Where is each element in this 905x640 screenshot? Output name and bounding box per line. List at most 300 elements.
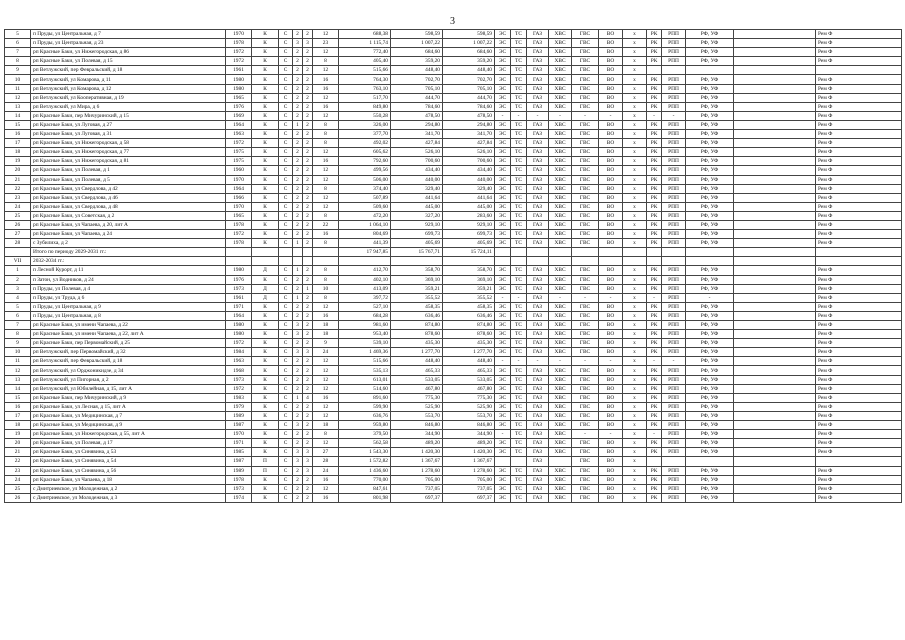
cell-elevator: х [623, 175, 647, 184]
cell-facade-repair [662, 257, 686, 266]
cell-row-number: 23 [5, 193, 31, 202]
cell-year-built: 1987 [226, 457, 252, 466]
cell-floors: 2 [303, 30, 313, 39]
table-row [5, 175, 902, 184]
cell-cold-water: ХВС [549, 166, 572, 175]
cell-drainage: ВО [599, 166, 623, 175]
cell-facade-repair: РПП [662, 211, 686, 220]
cell-floor-type: С [279, 284, 293, 293]
cell-year-built: 1980 [226, 84, 252, 93]
cell-roof-repair: РК [647, 175, 662, 184]
cell-living-area: 784,60 [391, 102, 443, 111]
cell-repair-type [816, 248, 902, 257]
cell-roof-repair: РК [647, 439, 662, 448]
cell-facade-repair: РПП [662, 348, 686, 357]
cell-facade-repair: РПП [662, 284, 686, 293]
cell-floors: 2 [303, 439, 313, 448]
cell-facade-repair: РПП [662, 293, 686, 302]
cell-living-area: 1 367,67 [391, 457, 443, 466]
cell-power-supply: ЭС [495, 311, 511, 320]
cell-heating: ТС [511, 302, 527, 311]
cell-power-supply: ЭС [495, 284, 511, 293]
cell-heating: ТС [511, 430, 527, 439]
cell-address: с Дмитриевское, ул Молодежная, д 2 [31, 484, 226, 493]
cell-gas: ГАЗ [527, 330, 549, 339]
cell-power-supply: ЭС [495, 439, 511, 448]
cell-address: рп Ветлужский, пер Февральский, д 18 [31, 66, 226, 75]
cell-heating: ТС [511, 284, 527, 293]
cell-power-supply: ЭС [495, 75, 511, 84]
cell-residential-area: 445,00 [443, 202, 495, 211]
cell-drainage: - [599, 430, 623, 439]
cell-foundation-repair: РФ, УФ [686, 75, 734, 84]
cell-facade-repair: РПП [662, 139, 686, 148]
cell-facade-repair: РПП [662, 193, 686, 202]
cell-entrances: 2 [293, 211, 303, 220]
cell-gas: ГАЗ [527, 202, 549, 211]
table-row [5, 330, 902, 339]
cell-power-supply: ЭС [495, 166, 511, 175]
cell-foundation-repair: РФ, УФ [686, 266, 734, 275]
cell-living-area: 697,37 [391, 493, 443, 502]
cell-residential-area: 448,40 [443, 357, 495, 366]
cell-total-area: 1 064,10 [339, 220, 391, 229]
cell-residential-area: 533,05 [443, 375, 495, 384]
cell-facade-repair: РПП [662, 393, 686, 402]
cell-power-supply [495, 257, 511, 266]
cell-floors [303, 248, 313, 257]
cell-drainage: ВО [599, 157, 623, 166]
cell-extra-note [734, 230, 816, 239]
table-row [5, 402, 902, 411]
cell-total-area: 849,80 [339, 102, 391, 111]
cell-cold-water [549, 248, 572, 257]
cell-extra-note [734, 66, 816, 75]
cell-hot-water: ГВС [572, 330, 599, 339]
cell-drainage: ВО [599, 330, 623, 339]
cell-elevator: х [623, 184, 647, 193]
table-row [5, 321, 902, 330]
cell-facade-repair: РПП [662, 84, 686, 93]
cell-wall-material: К [252, 439, 279, 448]
cell-facade-repair: РПП [662, 57, 686, 66]
cell-total-area: 981,60 [339, 321, 391, 330]
cell-cold-water: ХВС [549, 239, 572, 248]
cell-entrances: 2 [293, 375, 303, 384]
cell-floors: 3 [303, 466, 313, 475]
cell-year-built: 1960 [226, 166, 252, 175]
cell-foundation-repair: РФ, УФ [686, 39, 734, 48]
cell-row-number: 3 [5, 284, 31, 293]
cell-row-number: 19 [5, 430, 31, 439]
cell-heating: ТС [511, 493, 527, 502]
cell-hot-water: ГВС [572, 211, 599, 220]
cell-entrances: 2 [293, 302, 303, 311]
cell-repair-type: Рем Ф [816, 220, 902, 229]
cell-year-built: 1976 [226, 102, 252, 111]
cell-facade-repair: РПП [662, 484, 686, 493]
cell-address: рп Красные Баки, ул Полевая, д 5 [31, 175, 226, 184]
cell-floor-type: С [279, 193, 293, 202]
cell-gas: ГАЗ [527, 302, 549, 311]
cell-row-number: 15 [5, 120, 31, 129]
table-row [5, 302, 902, 311]
cell-year-built: 1963 [226, 130, 252, 139]
cell-row-number: 10 [5, 348, 31, 357]
cell-floors: 2 [303, 275, 313, 284]
cell-entrances: 2 [293, 148, 303, 157]
cell-hot-water [572, 248, 599, 257]
cell-row-number: 17 [5, 411, 31, 420]
cell-extra-note [734, 102, 816, 111]
cell-elevator: х [623, 393, 647, 402]
cell-hot-water: ГВС [572, 384, 599, 393]
cell-elevator: х [623, 421, 647, 430]
cell-gas: ГАЗ [527, 321, 549, 330]
cell-roof-repair: РК [647, 339, 662, 348]
cell-elevator: х [623, 411, 647, 420]
cell-extra-note [734, 393, 816, 402]
cell-floor-type: С [279, 439, 293, 448]
cell-heating: ТС [511, 439, 527, 448]
cell-living-area: 702,70 [391, 75, 443, 84]
cell-power-supply: ЭС [495, 239, 511, 248]
cell-power-supply: ЭС [495, 230, 511, 239]
cell-year-built: 1974 [226, 493, 252, 502]
cell-entrances [293, 257, 303, 266]
cell-living-area: 636,46 [391, 311, 443, 320]
cell-year-built: 1978 [226, 239, 252, 248]
cell-wall-material: К [252, 211, 279, 220]
cell-repair-type: Рем Ф [816, 475, 902, 484]
cell-apartments: 12 [313, 366, 339, 375]
cell-floors: 1 [303, 284, 313, 293]
cell-floor-type: С [279, 48, 293, 57]
cell-living-area: 1 277,70 [391, 348, 443, 357]
cell-drainage: ВО [599, 130, 623, 139]
cell-floor-type: С [279, 366, 293, 375]
cell-heating: ТС [511, 211, 527, 220]
cell-apartments: 12 [313, 384, 339, 393]
cell-wall-material: К [252, 230, 279, 239]
cell-floors: 3 [303, 39, 313, 48]
cell-floors: 2 [303, 84, 313, 93]
cell-repair-type: Рем Ф [816, 211, 902, 220]
cell-wall-material: К [252, 430, 279, 439]
cell-floors: 3 [303, 448, 313, 457]
cell-entrances: 2 [293, 411, 303, 420]
cell-address: рп Красные Баки, ул Луговая, д 27 [31, 120, 226, 129]
cell-elevator: х [623, 239, 647, 248]
cell-total-area: 684,28 [339, 311, 391, 320]
cell-entrances: 3 [293, 321, 303, 330]
cell-year-built: 1970 [226, 202, 252, 211]
cell-row-number: 21 [5, 448, 31, 457]
cell-elevator: х [623, 384, 647, 393]
cell-gas: ГАЗ [527, 311, 549, 320]
cell-address: п Пруды, ул Центральная, д 9 [31, 302, 226, 311]
cell-living-area: 440,00 [391, 175, 443, 184]
cell-foundation-repair: РФ, УФ [686, 430, 734, 439]
cell-living-area: 405,69 [391, 239, 443, 248]
table-row [5, 202, 902, 211]
cell-heating: ТС [511, 66, 527, 75]
cell-floors: 2 [303, 75, 313, 84]
cell-roof-repair: РК [647, 484, 662, 493]
cell-repair-type: Рем Ф [816, 311, 902, 320]
cell-hot-water: ГВС [572, 421, 599, 430]
cell-floors: 2 [303, 266, 313, 275]
cell-elevator: х [623, 484, 647, 493]
cell-power-supply: ЭС [495, 193, 511, 202]
cell-living-area: 478,50 [391, 111, 443, 120]
cell-gas: ГАЗ [527, 430, 549, 439]
cell-entrances: 1 [293, 239, 303, 248]
cell-extra-note [734, 357, 816, 366]
cell-entrances: 2 [293, 75, 303, 84]
cell-year-built [226, 248, 252, 257]
cell-living-area: 327,20 [391, 211, 443, 220]
cell-extra-note [734, 411, 816, 420]
cell-residential-area: 700,60 [443, 157, 495, 166]
cell-hot-water: ГВС [572, 184, 599, 193]
cell-repair-type: Рем Ф [816, 175, 902, 184]
cell-apartments: 16 [313, 102, 339, 111]
cell-row-number: 20 [5, 166, 31, 175]
cell-extra-note [734, 430, 816, 439]
cell-heating: ТС [511, 466, 527, 475]
cell-total-area: 1 436,60 [339, 466, 391, 475]
cell-address: рп Красные Баки, ул имени Чапаева, д 22, лит А [31, 330, 226, 339]
cell-floor-type: С [279, 330, 293, 339]
cell-roof-repair: РК [647, 48, 662, 57]
cell-floor-type: С [279, 184, 293, 193]
cell-roof-repair: РК [647, 166, 662, 175]
cell-repair-type: Рем Ф [816, 57, 902, 66]
cell-floor-type: С [279, 448, 293, 457]
cell-roof-repair: - [647, 111, 662, 120]
cell-elevator: х [623, 375, 647, 384]
cell-residential-area: 636,46 [443, 311, 495, 320]
cell-year-built: 1965 [226, 211, 252, 220]
cell-row-number: VII [5, 257, 31, 266]
cell-entrances: 2 [293, 175, 303, 184]
cell-year-built: 1972 [226, 230, 252, 239]
cell-floors: 2 [303, 66, 313, 75]
cell-drainage: ВО [599, 57, 623, 66]
cell-foundation-repair [686, 248, 734, 257]
cell-hot-water: ГВС [572, 193, 599, 202]
cell-roof-repair [647, 457, 662, 466]
cell-living-area: 448,40 [391, 66, 443, 75]
cell-residential-area: 1 278,60 [443, 466, 495, 475]
cell-year-built: 1980 [226, 321, 252, 330]
cell-hot-water: ГВС [572, 157, 599, 166]
cell-cold-water: ХВС [549, 266, 572, 275]
cell-drainage: ВО [599, 93, 623, 102]
cell-floors: 2 [303, 230, 313, 239]
cell-living-area: 444,70 [391, 93, 443, 102]
cell-row-number: 17 [5, 139, 31, 148]
cell-entrances: 2 [293, 475, 303, 484]
table-row [5, 66, 902, 75]
cell-roof-repair: РК [647, 75, 662, 84]
cell-wall-material: К [252, 493, 279, 502]
cell-residential-area: 283,60 [443, 211, 495, 220]
cell-drainage: ВО [599, 384, 623, 393]
cell-floor-type: С [279, 348, 293, 357]
cell-entrances: 2 [293, 357, 303, 366]
cell-foundation-repair [686, 257, 734, 266]
cell-total-area: 509,60 [339, 202, 391, 211]
cell-roof-repair: РК [647, 193, 662, 202]
cell-drainage: ВО [599, 284, 623, 293]
cell-wall-material: К [252, 66, 279, 75]
cell-hot-water: ГВС [572, 39, 599, 48]
cell-row-number: 13 [5, 375, 31, 384]
cell-drainage: ВО [599, 439, 623, 448]
cell-wall-material: К [252, 484, 279, 493]
cell-living-area: 553,70 [391, 411, 443, 420]
cell-address: рп Красные Баки, ул Свердлова, д 46 [31, 193, 226, 202]
cell-residential-area: 737,05 [443, 484, 495, 493]
cell-drainage: ВО [599, 193, 623, 202]
cell-row-number: 2 [5, 275, 31, 284]
cell-drainage: ВО [599, 457, 623, 466]
cell-gas: ГАЗ [527, 284, 549, 293]
cell-cold-water: ХВС [549, 430, 572, 439]
cell-total-area: 492,02 [339, 139, 391, 148]
cell-cold-water: ХВС [549, 484, 572, 493]
cell-repair-type: Рем Ф [816, 266, 902, 275]
cell-address: рп Ветлужский, ул Пигорная, д 2 [31, 375, 226, 384]
cell-residential-area: 441,64 [443, 193, 495, 202]
cell-gas: ГАЗ [527, 157, 549, 166]
cell-facade-repair: - [662, 111, 686, 120]
cell-entrances: 2 [293, 139, 303, 148]
cell-facade-repair: РПП [662, 220, 686, 229]
cell-floors: 2 [303, 111, 313, 120]
cell-repair-type: Рем Ф [816, 366, 902, 375]
cell-heating: ТС [511, 148, 527, 157]
cell-apartments: 12 [313, 111, 339, 120]
cell-drainage: ВО [599, 339, 623, 348]
table-row [5, 220, 902, 229]
cell-wall-material: К [252, 330, 279, 339]
cell-wall-material: К [252, 384, 279, 393]
cell-residential-area: 697,37 [443, 493, 495, 502]
cell-power-supply: ЭС [495, 302, 511, 311]
cell-hot-water: ГВС [572, 348, 599, 357]
cell-floor-type: С [279, 484, 293, 493]
cell-floor-type: С [279, 157, 293, 166]
cell-address: рп Красные Баки, ул имени Чапаева, д 22 [31, 321, 226, 330]
cell-year-built: 1971 [226, 302, 252, 311]
cell-heating: ТС [511, 339, 527, 348]
cell-elevator: х [623, 75, 647, 84]
cell-hot-water: ГВС [572, 311, 599, 320]
table-body [5, 30, 902, 503]
cell-address: п Пруды, ул Центральная, д 7 [31, 30, 226, 39]
cell-elevator: х [623, 302, 647, 311]
cell-floors: 3 [303, 348, 313, 357]
cell-apartments: 18 [313, 421, 339, 430]
cell-extra-note [734, 248, 816, 257]
cell-elevator: х [623, 30, 647, 39]
cell-drainage: ВО [599, 148, 623, 157]
cell-elevator [623, 257, 647, 266]
cell-living-area: 846,80 [391, 421, 443, 430]
cell-cold-water: ХВС [549, 466, 572, 475]
cell-floors: 2 [303, 166, 313, 175]
cell-heating: ТС [511, 375, 527, 384]
cell-year-built: 1963 [226, 357, 252, 366]
cell-cold-water: ХВС [549, 84, 572, 93]
cell-power-supply: ЭС [495, 330, 511, 339]
cell-entrances: 2 [293, 66, 303, 75]
cell-floor-type [279, 248, 293, 257]
cell-extra-note [734, 475, 816, 484]
cell-floors: 2 [303, 202, 313, 211]
cell-total-area: 499,56 [339, 166, 391, 175]
cell-year-built: 1976 [226, 275, 252, 284]
cell-year-built: 1983 [226, 393, 252, 402]
cell-wall-material: К [252, 184, 279, 193]
cell-total-area: 1 469,36 [339, 348, 391, 357]
cell-living-area: 359,20 [391, 57, 443, 66]
cell-hot-water: ГВС [572, 75, 599, 84]
cell-total-area: 804,69 [339, 230, 391, 239]
cell-residential-area: 526,10 [443, 148, 495, 157]
cell-floor-type: С [279, 266, 293, 275]
cell-drainage: ВО [599, 30, 623, 39]
cell-floor-type: С [279, 430, 293, 439]
cell-row-number: 15 [5, 393, 31, 402]
cell-wall-material: К [252, 411, 279, 420]
cell-row-number: 24 [5, 202, 31, 211]
cell-roof-repair: РК [647, 239, 662, 248]
cell-hot-water: ГВС [572, 66, 599, 75]
cell-facade-repair [662, 248, 686, 257]
cell-floors: 2 [303, 130, 313, 139]
cell-power-supply: ЭС [495, 120, 511, 129]
cell-elevator: х [623, 102, 647, 111]
cell-apartments: 22 [313, 220, 339, 229]
table-row [5, 430, 902, 439]
cell-cold-water: ХВС [549, 175, 572, 184]
cell-roof-repair: РК [647, 375, 662, 384]
cell-floors: 2 [303, 475, 313, 484]
cell-elevator: х [623, 348, 647, 357]
cell-heating: ТС [511, 230, 527, 239]
cell-residential-area: 448,40 [443, 66, 495, 75]
cell-facade-repair: РПП [662, 421, 686, 430]
cell-total-area: 535,13 [339, 366, 391, 375]
cell-wall-material: К [252, 311, 279, 320]
cell-heating [511, 257, 527, 266]
cell-heating: ТС [511, 184, 527, 193]
cell-residential-area: 435,30 [443, 339, 495, 348]
cell-year-built: 1979 [226, 402, 252, 411]
cell-foundation-repair: РФ, УФ [686, 139, 734, 148]
cell-living-area: 526,10 [391, 148, 443, 157]
cell-gas: ГАЗ [527, 411, 549, 420]
cell-power-supply: - [495, 111, 511, 120]
cell-wall-material: К [252, 357, 279, 366]
cell-gas: ГАЗ [527, 130, 549, 139]
cell-floor-type: С [279, 30, 293, 39]
cell-wall-material [252, 257, 279, 266]
